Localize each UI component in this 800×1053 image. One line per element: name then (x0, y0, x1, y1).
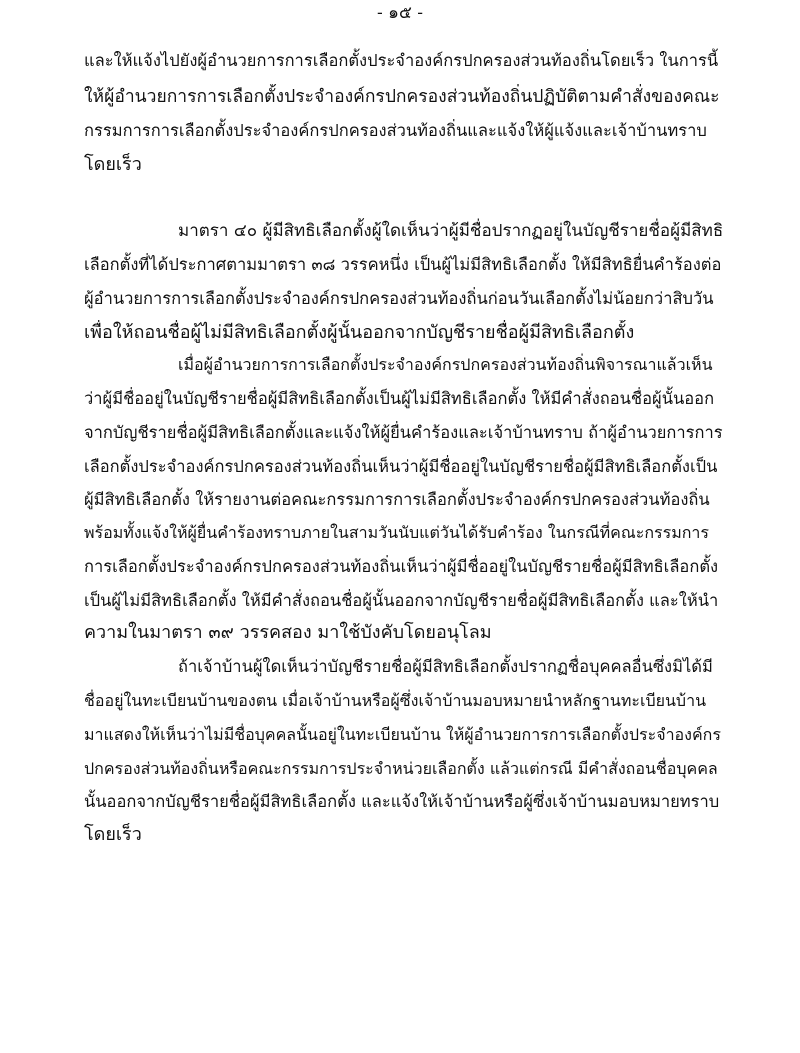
page-number: - ๑๕ - (377, 3, 423, 23)
text-line: ชื่ออยู่ในทะเบียนบ้านของตน เมื่อเจ้าบ้านหรือผู้ซึ่งเจ้าบ้านมอบหมายนำหลักฐานทะเบียนบ้าน (84, 691, 706, 710)
text-line: พร้อมทั้งแจ้งให้ผู้ยื่นคำร้องทราบภายในสามวันนับแต่วันได้รับคำร้อง ในกรณีที่คณะกรรมการ (84, 523, 710, 542)
text-line: เมื่อผู้อำนวยการการเลือกตั้งประจำองค์กรปกครองส่วนท้องถิ่นพิจารณาแล้วเห็น (178, 355, 713, 374)
text-line: ให้ผู้อำนวยการการเลือกตั้งประจำองค์กรปกครองส่วนท้องถิ่นปฏิบัติตามคำสั่งของคณะ (84, 87, 720, 107)
text-line: โดยเร็ว (84, 154, 142, 175)
text-line: ว่าผู้มีชื่ออยู่ในบัญชีรายชื่อผู้มีสิทธิเลือกตั้งเป็นผู้ไม่มีสิทธิเลือกตั้ง ให้มีคำสั่งถอนชื่อผู้นั้นออก (84, 389, 715, 408)
text-line: ผู้อำนวยการการเลือกตั้งประจำองค์กรปกครองส่วนท้องถิ่นก่อนวันเลือกตั้งไม่น้อยกว่าสิบวัน (84, 289, 714, 308)
text-line: เพื่อให้ถอนชื่อผู้ไม่มีสิทธิเลือกตั้งผู้นั้นออกจากบัญชีรายชื่อผู้มีสิทธิเลือกตั้ง (84, 322, 635, 343)
text-line: มาตรา ๔๐ ผู้มีสิทธิเลือกตั้งผู้ใดเห็นว่าผู้มีชื่อปรากฏอยู่ในบัญชีรายชื่อผู้มีสิทธิ (178, 221, 724, 241)
text-line: เลือกตั้งประจำองค์กรปกครองส่วนท้องถิ่นเห็นว่าผู้มีชื่ออยู่ในบัญชีรายชื่อผู้มีสิทธิเลือกตั้งเป็น (84, 457, 718, 476)
text-line: ถ้าเจ้าบ้านผู้ใดเห็นว่าบัญชีรายชื่อผู้มีสิทธิเลือกตั้งปรากฏชื่อบุคคลอื่นซึ่งมิได้มี (178, 657, 713, 676)
text-line: ผู้มีสิทธิเลือกตั้ง ให้รายงานต่อคณะกรรมการการเลือกตั้งประจำองค์กรปกครองส่วนท้องถิ่น (84, 490, 710, 509)
text-line: ความในมาตรา ๓๙ วรรคสอง มาใช้บังคับโดยอนุโลม (84, 622, 492, 643)
text-line: นั้นออกจากบัญชีรายชื่อผู้มีสิทธิเลือกตั้ง และแจ้งให้เจ้าบ้านหรือผู้ซึ่งเจ้าบ้านมอบหมายทราบ (84, 792, 720, 811)
text-line: จากบัญชีรายชื่อผู้มีสิทธิเลือกตั้งและแจ้งให้ผู้ยื่นคำร้องและเจ้าบ้านทราบ ถ้าผู้อำนวยการการ (84, 423, 723, 442)
text-line: การเลือกตั้งประจำองค์กรปกครองส่วนท้องถิ่นเห็นว่าผู้มีชื่ออยู่ในบัญชีรายชื่อผู้มีสิทธิเลือกตั้ง (84, 557, 719, 576)
text-line: กรรมการการเลือกตั้งประจำองค์กรปกครองส่วนท้องถิ่นและแจ้งให้ผู้แจ้งและเจ้าบ้านทราบ (84, 121, 707, 140)
text-line: เลือกตั้งที่ได้ประกาศตามมาตรา ๓๘ วรรคหนึ่ง เป็นผู้ไม่มีสิทธิเลือกตั้ง ให้มีสิทธิยื่นคำร้องต่อ (84, 255, 722, 274)
text-line: โดยเร็ว (84, 824, 142, 845)
text-line: ปกครองส่วนท้องถิ่นหรือคณะกรรมการประจำหน่วยเลือกตั้ง แล้วแต่กรณี มีคำสั่งถอนชื่อบุคคล (84, 759, 718, 778)
text-line: มาแสดงให้เห็นว่าไม่มีชื่อบุคคลนั้นอยู่ในทะเบียนบ้าน ให้ผู้อำนวยการการเลือกตั้งประจำองค์กร (84, 725, 721, 744)
text-line: และให้แจ้งไปยังผู้อำนวยการการเลือกตั้งประจำองค์กรปกครองส่วนท้องถิ่นโดยเร็ว ในการนี้ (84, 51, 719, 70)
text-line: เป็นผู้ไม่มีสิทธิเลือกตั้ง ให้มีคำสั่งถอนชื่อผู้นั้นออกจากบัญชีรายชื่อผู้มีสิทธิเลือกตั้ง และให้นำ (84, 591, 719, 610)
